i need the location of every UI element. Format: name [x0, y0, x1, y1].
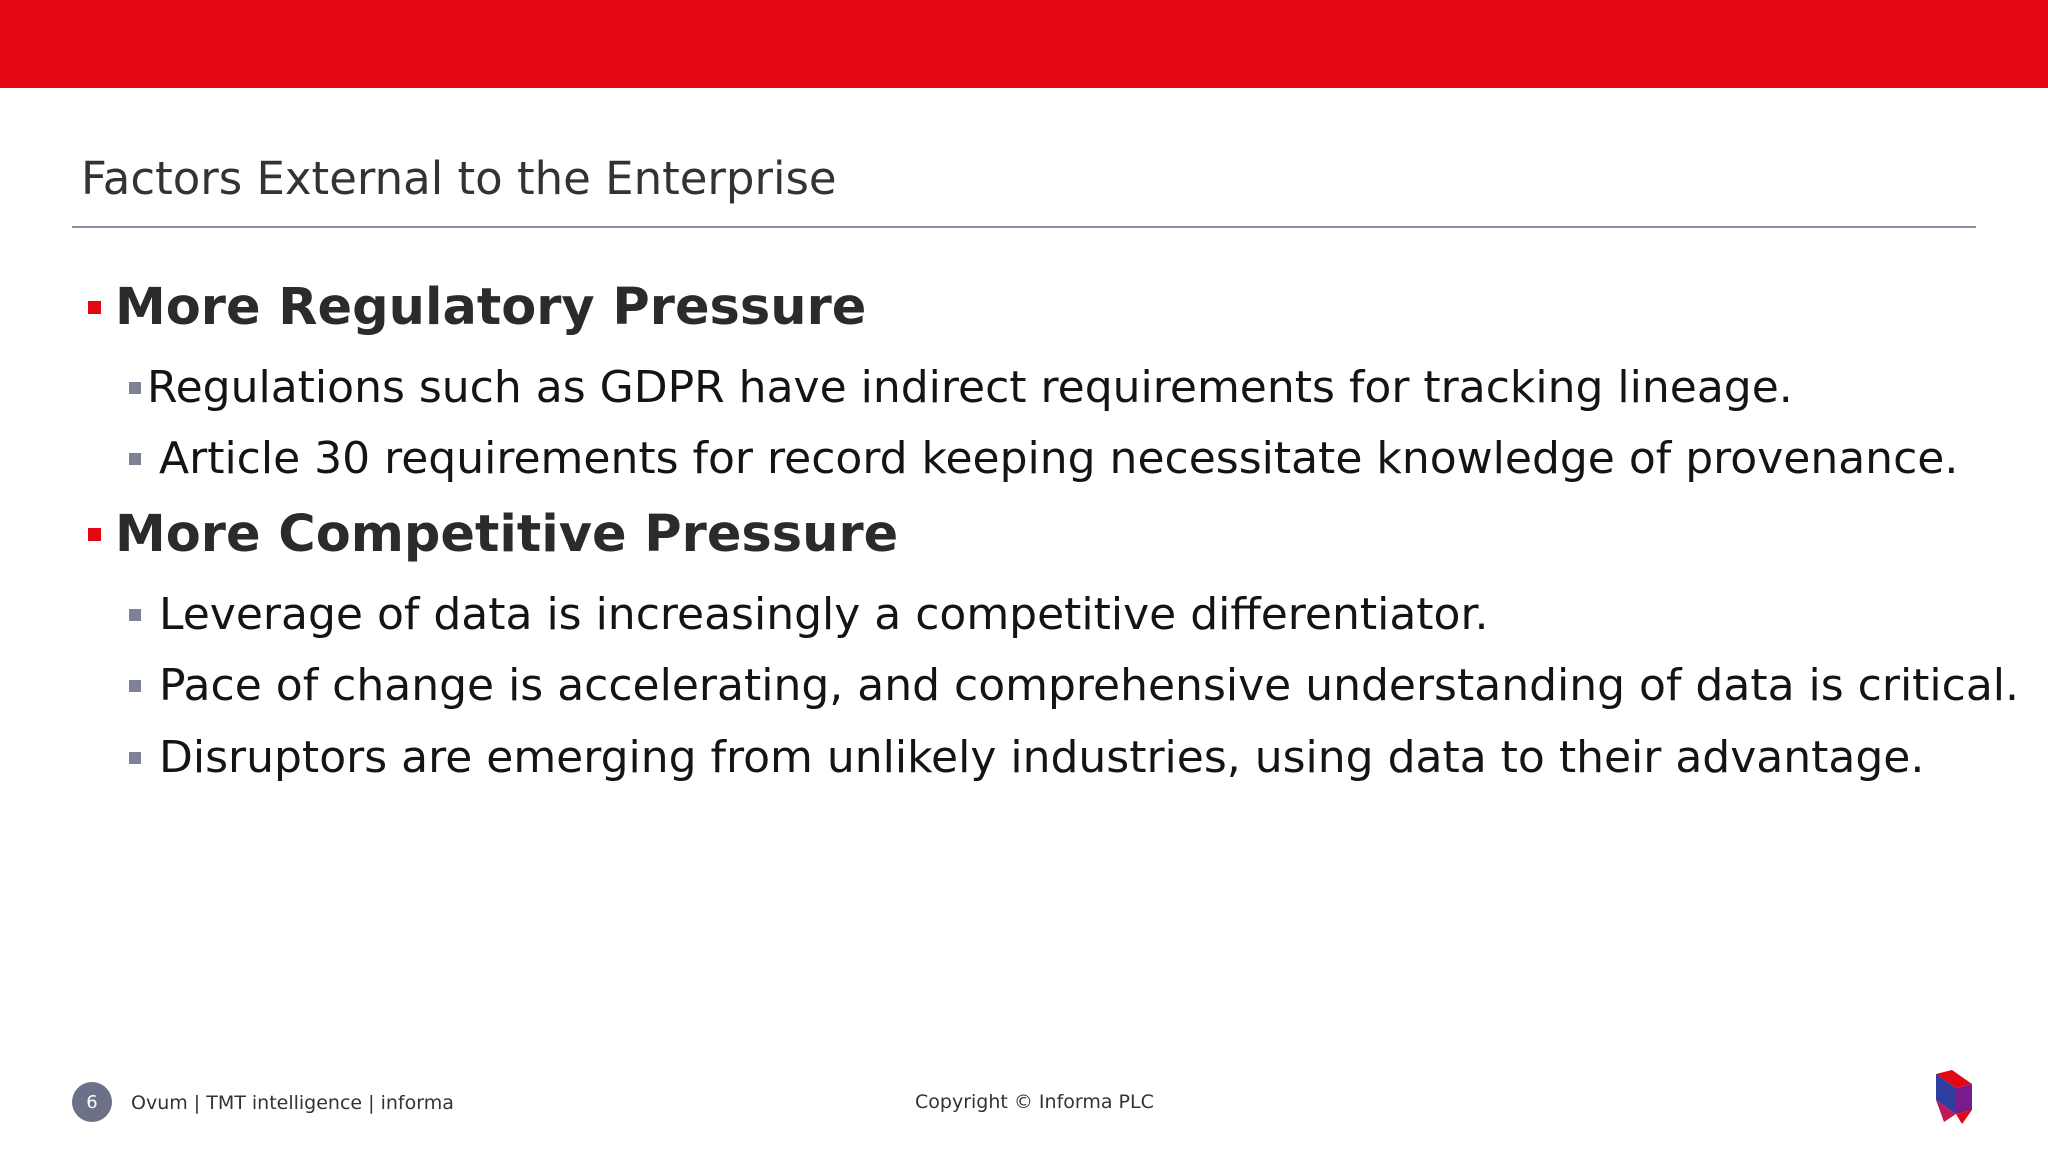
section-heading-text: More Regulatory Pressure	[115, 278, 867, 337]
footer-brand-text: Ovum | TMT intelligence | informa	[131, 1092, 454, 1114]
bullet-point-text: Regulations such as GDPR have indirect requirements for tracking lineage.	[147, 362, 1793, 413]
section-heading	[88, 505, 898, 564]
section-heading	[88, 278, 866, 337]
bullet-point-text: Leverage of data is increasingly a competitive differentiator.	[159, 589, 1489, 640]
page-number-badge: 6	[72, 1082, 112, 1122]
square-bullet-icon	[129, 609, 141, 621]
section-heading-text: More Competitive Pressure	[115, 505, 899, 564]
square-bullet-icon	[129, 680, 141, 692]
square-bullet-icon	[88, 301, 101, 314]
square-bullet-icon	[129, 453, 141, 465]
square-bullet-icon	[129, 752, 141, 764]
informa-logo-icon	[1932, 1070, 1978, 1126]
square-bullet-icon	[88, 528, 101, 541]
bullet-point	[129, 732, 1924, 783]
square-bullet-icon	[129, 382, 141, 394]
bullet-point-text: Disruptors are emerging from unlikely industries, using data to their advantage.	[159, 732, 1925, 783]
top-brand-bar	[0, 0, 2048, 88]
bullet-point	[129, 660, 2019, 711]
bullet-point	[129, 433, 1958, 484]
bullet-point	[129, 589, 1489, 640]
bullet-point-text: Pace of change is accelerating, and comprehensive understanding of data is critical.	[159, 660, 2020, 711]
bullet-point	[129, 362, 1793, 413]
footer-copyright: Copyright © Informa PLC	[915, 1091, 1154, 1113]
slide-title: Factors External to the Enterprise	[81, 152, 837, 205]
bullet-point-text: Article 30 requirements for record keeping necessitate knowledge of provenance.	[159, 433, 1959, 484]
title-divider	[72, 226, 1976, 228]
